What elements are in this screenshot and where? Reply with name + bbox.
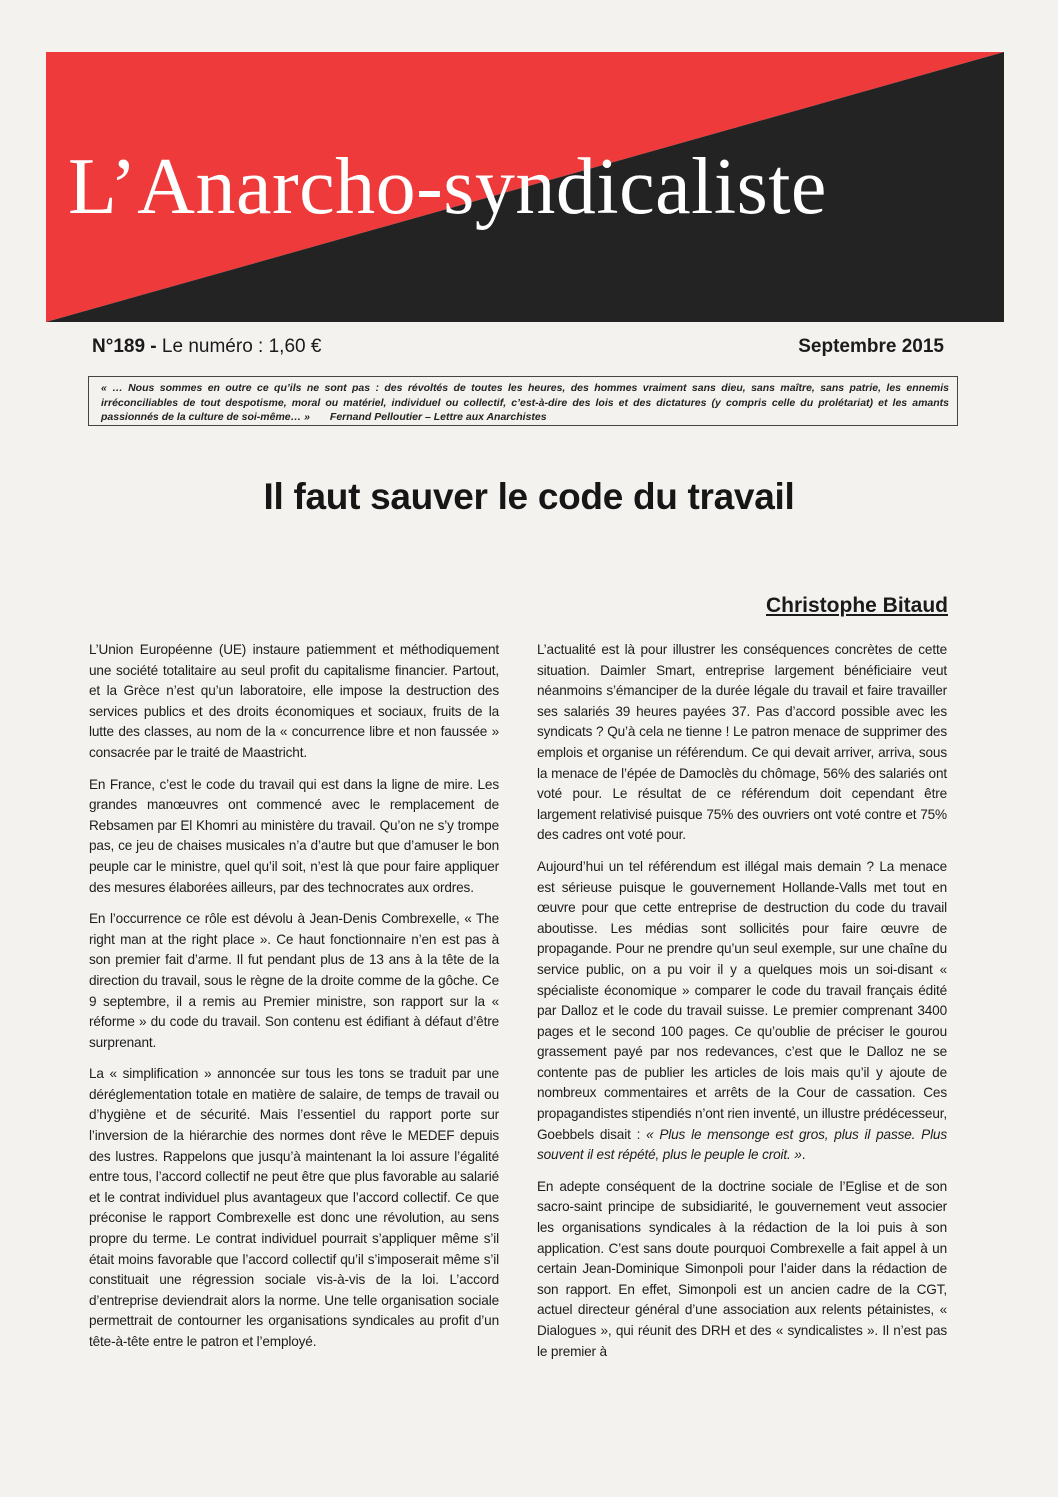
issue-separator: - bbox=[145, 336, 162, 357]
paragraph: En France, c’est le code du travail qui est dans la ligne de mire. Les grandes manœuvres ont commencé avec le remplacement de Rebsamen par El Khomri au ministère du travail. Qu’on ne s’y trompe pas, ce jeu de chaises musicales n’a d’autre but que d’amuser le bon peuple car le ministre, quel qu’il soit, n’est là que pour faire appliquer des mesures élaborées ailleurs, par des technocrates aux ordres. bbox=[89, 776, 499, 895]
paragraph: En adepte conséquent de la doctrine sociale de l’Eglise et de son sacro-saint principe de subsidiarité, le gouvernement veut associer les organisations syndicales à la rédaction de la loi puis à son application. C’est sans doute pourquoi Combrexelle a fait appel à un certain Jean-Dominique Simonpoli pour l’aider dans la rédaction de son rapport. En effet, Simonpoli est un ancien cadre de la CGT, actuel directeur général d’une association aux relents pétainistes, « Dialogues », qui réunit des DRH et des « syndicalistes ». Il n’est pas le premier à bbox=[537, 1178, 947, 1359]
issue-date: Septembre 2015 bbox=[798, 336, 944, 357]
paragraph: L’actualité est là pour illustrer les conséquences concrètes de cette situation. Daimler Smart, entreprise largement bénéficiaire veut néanmoins s’émanciper de la durée légale du travail et faire travailler ses salariés 39 heures payées 37. Pas d’accord possible avec les syndicats ? Qu’à cela ne tienne ! Le patron menace de supprimer des emplois et organise un référendum. Ce qui devait arriver, arriva, sous la menace de l’épée de Damoclès du chômage, 56% des salariés ont voté pour. Le résultat de ce référendum doit cependant être largement relativisé puisque 75% des ouvriers ont voté contre et 75% des cadres ont voté pour. bbox=[537, 642, 947, 843]
article-column-right bbox=[537, 640, 947, 1373]
paragraph-text: Aujourd’hui un tel référendum est illégal mais demain ? La menace est sérieuse puisque le gouvernement Hollande-Valls met tout en œuvre pour que cette entreprise de destruction du code du travail aboutisse. Les médias sont sollicités pour faire œuvre de propagande. Pour ne prendre qu’un seul exemple, sur une chaîne du service public, on a pu voir il y a quelques mois un soi-disant « spécialiste économique » comparer le code du travail français édité par Dalloz et le code du travail suisse. Le premier comprenant 3400 pages et le second 100 pages. Ce qu’oublie de préciser le gourou grassement payé par nos redevances, c’est que le Dalloz ne se contente pas de publier les articles de lois mais qu’il y ajoute de nombreux commentaires et arrêts de la Cour de cassation. Ces propagandistes stipendiés n’ont rien inventé, un illustre prédécesseur, Goebbels disait : bbox=[537, 858, 947, 1142]
epigraph-text: « … Nous sommes en outre ce qu’ils ne sont pas : des révoltés de toutes les heures, des hommes vraiment sans dieu, sans maître, sans patrie, les ennemis irréconciliables de tout despotisme, moral ou matériel, individuel ou collectif, c’est-à-dire des lois et des dictatures (y compris celle du prolétariat) et les amants passionnés de la culture de soi-même… » bbox=[101, 382, 949, 423]
paragraph-end: . bbox=[801, 1147, 806, 1163]
issue-number: N°189 bbox=[92, 336, 146, 357]
epigraph-box bbox=[88, 376, 958, 426]
issue-details bbox=[92, 336, 321, 358]
article-author: Christophe Bitaud bbox=[766, 594, 948, 617]
epigraph-author: Fernand Pelloutier – Lettre aux Anarchistes bbox=[329, 411, 547, 423]
masthead-banner bbox=[46, 52, 1004, 322]
paragraph bbox=[537, 857, 947, 1166]
article-headline: Il faut sauver le code du travail bbox=[263, 476, 795, 517]
paragraph: L’Union Européenne (UE) instaure patiemment et méthodiquement une société totalitaire au seul profit du capitalisme financier. Partout, et la Grèce n’est qu’un laboratoire, elle impose la destruction des services publics et des droits économiques et sociaux, fruits de la lutte des classes, au nom de la « concurrence libre et non faussée » consacrée par le traité de Maastricht. bbox=[89, 642, 499, 760]
goebbels-quote: « Plus le mensonge est gros, plus il passe. Plus souvent il est répété, plus le peuple le croit. » bbox=[537, 1126, 947, 1163]
article-column-left bbox=[89, 640, 499, 1364]
issue-info-row bbox=[92, 336, 944, 362]
newspaper-title: L’Anarcho-syndicaliste bbox=[68, 143, 827, 231]
issue-price: Le numéro : 1,60 € bbox=[161, 336, 322, 357]
paragraph: En l’occurrence ce rôle est dévolu à Jean-Denis Combrexelle, « The right man at the right place ». Ce haut fonctionnaire n’en est pas à son premier fait d’arme. Il fut pendant plus de 13 ans à la tête de la direction du travail, sous le règne de la droite comme de la gôche. Ce 9 septembre, il a remis au Premier ministre, son rapport sur la « réforme » du code du travail. Son contenu est édifiant à défaut d’être surprenant. bbox=[89, 911, 499, 1050]
paragraph: La « simplification » annoncée sur tous les tons se traduit par une déréglementation totale en matière de salaire, de temps de travail ou d’hygiène et de sécurité. Mais l’essentiel du rapport porte sur l’inversion de la hiérarchie des normes dont rêve le MEDEF depuis des lustres. Rappelons que jusqu’à maintenant la loi assure l’égalité entre tous, l’accord collectif ne peut être que plus favorable au salarié et le contrat individuel plus avantageux que l’accord collectif. Ce que préconise le rapport Combrexelle est donc une révolution, au sens propre du terme. Le contrat individuel pourrait s’appliquer même s’il était moins favorable que l’accord collectif qu’il s’imposerait même s’il constituait une régression sociale vis-à-vis de la loi. L’accord d’entreprise deviendrait alors la norme. Une telle organisation sociale permettrait de contourner les organisations syndicales au profit d’un tête-à-tête entre le patron et l’employé. bbox=[89, 1066, 499, 1349]
